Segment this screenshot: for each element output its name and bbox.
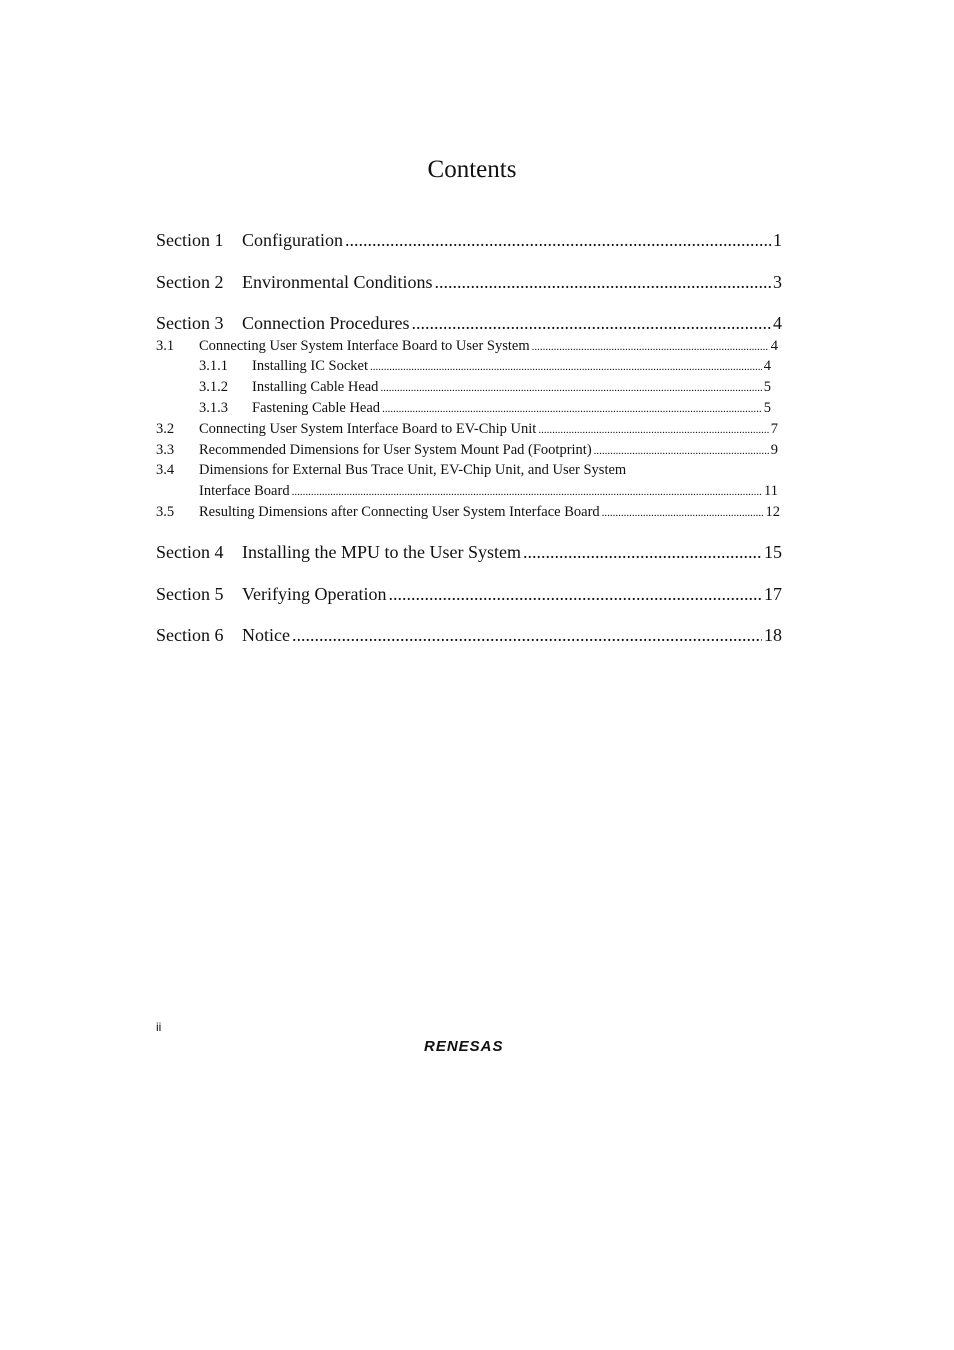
toc-page: 12 bbox=[765, 504, 780, 520]
toc-label: Verifying Operation bbox=[242, 584, 387, 604]
toc-number: 3.2 bbox=[156, 421, 175, 437]
toc-number: 3.1.1 bbox=[199, 358, 228, 374]
dot-leader bbox=[594, 442, 769, 459]
toc-label: Notice bbox=[242, 625, 290, 645]
toc-entry-3-5[interactable] bbox=[156, 504, 780, 521]
toc-number: 3.4 bbox=[156, 462, 175, 478]
toc-label: Installing the MPU to the User System bbox=[242, 542, 521, 562]
toc-label: Installing IC Socket bbox=[252, 358, 368, 374]
toc-entry-section-3[interactable] bbox=[156, 313, 782, 334]
renesas-logo: RENESAS bbox=[424, 1038, 504, 1055]
toc-page: 9 bbox=[770, 442, 778, 458]
toc-label: Dimensions for External Bus Trace Unit, EV-Chip Unit, and User System bbox=[199, 462, 627, 478]
page-number: ii bbox=[156, 1020, 162, 1034]
toc-label: Connecting User System Interface Board to EV-Chip Unit bbox=[199, 421, 537, 437]
toc-label: Fastening Cable Head bbox=[252, 400, 381, 416]
toc-number: 3.1 bbox=[156, 338, 175, 354]
dot-leader bbox=[292, 483, 762, 500]
toc-number: Section 4 bbox=[156, 542, 224, 562]
toc-number: Section 2 bbox=[156, 272, 224, 292]
dot-leader bbox=[292, 625, 762, 646]
dot-leader bbox=[380, 379, 761, 396]
toc-number: Section 3 bbox=[156, 313, 224, 333]
toc-label: Environmental Conditions bbox=[242, 272, 433, 292]
toc-entry-3-1-2[interactable] bbox=[199, 379, 771, 396]
dot-leader bbox=[382, 400, 762, 417]
toc-label: Connecting User System Interface Board to User System bbox=[199, 338, 530, 354]
toc-page: 15 bbox=[764, 542, 782, 562]
toc-page: 4 bbox=[770, 338, 778, 354]
toc-entry-3-1-3[interactable] bbox=[199, 400, 771, 417]
toc-label: Installing Cable Head bbox=[252, 379, 379, 395]
toc-entry-3-3[interactable] bbox=[156, 442, 778, 459]
toc-page: 4 bbox=[773, 313, 782, 333]
dot-leader bbox=[388, 584, 762, 605]
toc-page: 17 bbox=[764, 584, 782, 604]
dot-leader bbox=[602, 504, 764, 521]
toc-entry-section-2[interactable] bbox=[156, 272, 782, 293]
toc-label: Interface Board bbox=[199, 483, 290, 499]
toc-number: 3.3 bbox=[156, 442, 175, 458]
toc-number: Section 1 bbox=[156, 230, 224, 250]
page-title: Contents bbox=[427, 156, 517, 183]
dot-leader bbox=[370, 358, 762, 375]
toc-entry-section-1[interactable] bbox=[156, 230, 782, 251]
toc-page: 3 bbox=[773, 272, 782, 292]
toc-entry-3-4[interactable] bbox=[199, 483, 778, 500]
toc-label: Configuration bbox=[242, 230, 343, 250]
dot-leader bbox=[538, 421, 768, 438]
toc-label: Recommended Dimensions for User System Mount Pad (Footprint) bbox=[199, 442, 592, 458]
toc-page: 5 bbox=[763, 400, 771, 416]
dot-leader bbox=[435, 272, 772, 293]
toc-page: 1 bbox=[773, 230, 782, 250]
toc-number: Section 5 bbox=[156, 584, 224, 604]
toc-number: 3.1.2 bbox=[199, 379, 228, 395]
toc-entry-section-4[interactable] bbox=[156, 542, 782, 563]
toc-entry-3-4-line1[interactable] bbox=[156, 462, 626, 479]
toc-page: 4 bbox=[763, 358, 771, 374]
toc-page: 5 bbox=[763, 379, 771, 395]
toc-number: 3.5 bbox=[156, 504, 175, 520]
toc-page: 7 bbox=[770, 421, 778, 437]
toc-entry-3-1-1[interactable] bbox=[199, 358, 771, 375]
toc-number: 3.1.3 bbox=[199, 400, 228, 416]
toc-page: 11 bbox=[764, 483, 778, 499]
toc-entry-3-1[interactable] bbox=[156, 338, 778, 355]
toc-label: Connection Procedures bbox=[242, 313, 410, 333]
toc-entry-3-2[interactable] bbox=[156, 421, 778, 438]
toc-label: Resulting Dimensions after Connecting User System Interface Board bbox=[199, 504, 600, 520]
dot-leader bbox=[345, 230, 771, 251]
toc-entry-section-6[interactable] bbox=[156, 625, 782, 646]
toc-entry-section-5[interactable] bbox=[156, 584, 782, 605]
toc-page: 18 bbox=[764, 625, 782, 645]
dot-leader bbox=[523, 542, 762, 563]
dot-leader bbox=[532, 338, 769, 355]
dot-leader bbox=[411, 313, 771, 334]
toc-number: Section 6 bbox=[156, 625, 224, 645]
